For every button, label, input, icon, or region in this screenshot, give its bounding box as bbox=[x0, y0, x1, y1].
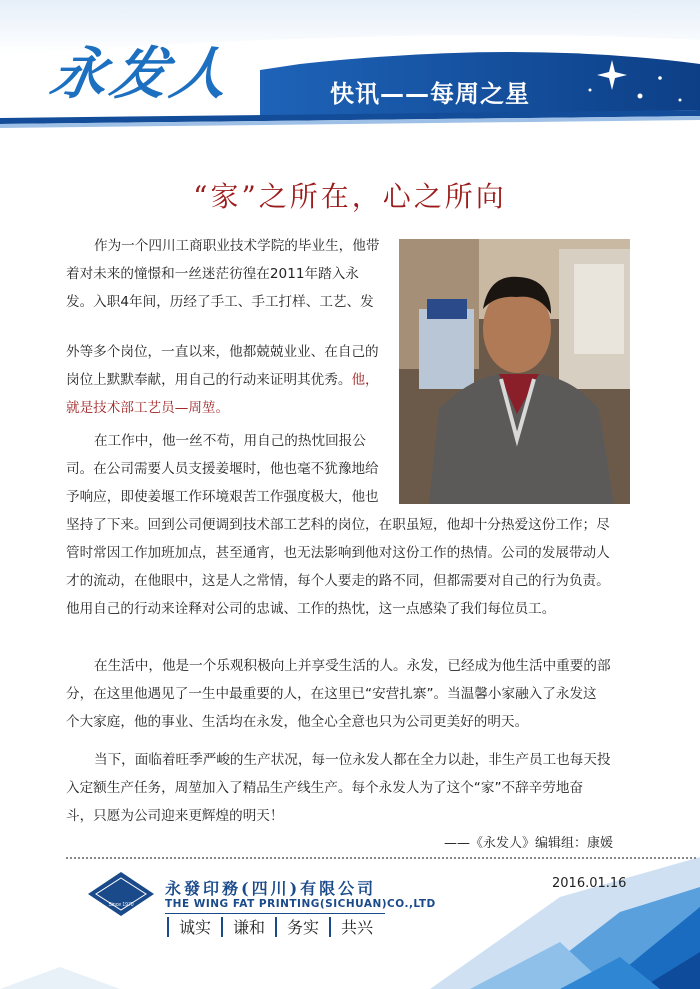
editor-signature: ——《永发人》编辑组：康媛 bbox=[444, 836, 614, 851]
text-line: 才的流动，在他眼中，这是人之常情，每个人要走的路不同，但都需要对自己的行为负责。 bbox=[66, 573, 610, 589]
highlight-name: 就是技术部工艺员—周堃。 bbox=[66, 400, 230, 416]
paragraph-now bbox=[66, 746, 666, 830]
value-item: 共兴 bbox=[341, 918, 374, 937]
text-line: 在工作中，他一丝不苟，用自己的热忱回报公 bbox=[94, 433, 366, 449]
brand-logo-text: 永发人 bbox=[45, 42, 237, 107]
company-rule bbox=[165, 913, 385, 914]
text-line: 岗位上默默奉献，用自己的行动来证明其优秀。 bbox=[66, 372, 352, 388]
publish-date: 2016.01.16 bbox=[552, 876, 627, 891]
value-separator bbox=[275, 917, 277, 937]
text-line: 斗，只愿为公司迎来更辉煌的明天！ bbox=[66, 808, 284, 824]
text-line: 入定额生产任务，周堃加入了精品生产线生产。每个永发人为了这个“家”不辞辛劳地奋 bbox=[66, 780, 584, 796]
text-line: 他用自己的行动来诠释对公司的忠诚、工作的热忱，这一点感染了我们每位员工。 bbox=[66, 601, 556, 617]
value-item: 谦和 bbox=[233, 918, 266, 937]
company-values bbox=[157, 915, 373, 938]
paragraph-work bbox=[66, 427, 666, 623]
company-name-cn: 永發印務(四川)有限公司 bbox=[165, 879, 377, 898]
highlight-text: 他， bbox=[351, 372, 379, 388]
text-line: 司。在公司需要人员支援姜堰时，他也毫不犹豫地给 bbox=[66, 461, 379, 477]
text-line: 着对未来的憧憬和一丝迷茫彷徨在2011年踏入永 bbox=[66, 266, 359, 282]
value-separator bbox=[167, 917, 169, 937]
text-line: 予响应，即使姜堰工作环境艰苦工作强度极大，他也 bbox=[66, 489, 379, 505]
company-name-en: THE WING FAT PRINTING(SICHUAN)CO.,LTD bbox=[165, 898, 436, 910]
text-line: 坚持了下来。回到公司便调到技术部工艺科的岗位，在职虽短，他却十分热爱这份工作；尽 bbox=[66, 517, 610, 533]
value-separator bbox=[329, 917, 331, 937]
text-line: 管时常因工作加班加点，甚至通宵，也无法影响到他对这份工作的热情。公司的发展带动人 bbox=[66, 545, 610, 561]
text-line: 作为一个四川工商职业技术学院的毕业生，他带 bbox=[94, 238, 380, 254]
value-item: 诚实 bbox=[179, 918, 212, 937]
text-line: 发。入职4年间，历经了手工、手工打样、工艺、发 bbox=[66, 294, 374, 310]
section-title: 快讯——每周之星 bbox=[330, 80, 530, 108]
paragraph-intro bbox=[66, 232, 396, 316]
text-line: 外等多个岗位，一直以来，他都兢兢业业、在自己的 bbox=[66, 344, 379, 360]
logo-since-text: Since 1970 bbox=[108, 902, 134, 908]
text-line: 分，在这里他遇见了一生中最重要的人，在这里已“安营扎寨”。当温馨小家融入了永发这 bbox=[66, 686, 597, 702]
text-line: 当下，面临着旺季严峻的生产状况，每一位永发人都在全力以赴，非生产员工也每天投 bbox=[94, 752, 611, 768]
company-logo bbox=[88, 872, 154, 916]
paragraph-life bbox=[66, 652, 666, 736]
value-separator bbox=[221, 917, 223, 937]
article-title: “家”之所在，心之所向 bbox=[193, 180, 507, 213]
text-line: 在生活中，他是一个乐观积极向上并享受生活的人。永发，已经成为他生活中重要的部 bbox=[94, 658, 611, 674]
paragraph-intro-cont bbox=[66, 338, 396, 422]
text-line: 个大家庭，他的事业、生活均在永发，他全心全意也只为公司更美好的明天。 bbox=[66, 714, 529, 730]
value-item: 务实 bbox=[287, 918, 320, 937]
divider bbox=[66, 857, 696, 859]
header-banner bbox=[0, 0, 700, 140]
